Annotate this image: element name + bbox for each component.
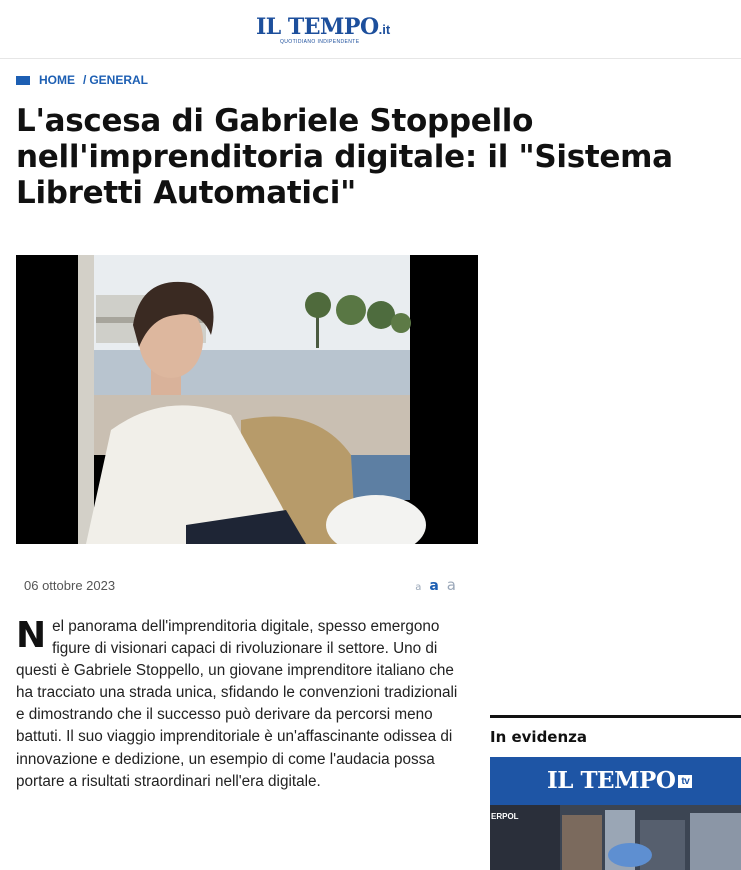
logo-suffix-text: .it — [378, 22, 391, 37]
site-logo[interactable] — [256, 14, 390, 46]
play-icon — [608, 843, 652, 867]
article-photo — [16, 255, 478, 544]
dropcap: N — [16, 615, 47, 656]
article-photo-image — [16, 255, 478, 544]
site-header — [0, 0, 741, 59]
logo-tagline: QUOTIDIANO INDIPENDENTE — [280, 39, 360, 45]
logo-main-text: IL TEMPO — [256, 14, 379, 40]
breadcrumb-separator: / — [83, 73, 87, 87]
sidebar-title: In evidenza — [490, 728, 588, 746]
breadcrumb-section-link[interactable]: GENERAL — [89, 73, 149, 87]
article-date: 06 ottobre 2023 — [24, 578, 116, 593]
font-size-large-button[interactable]: a — [446, 576, 456, 594]
article-body — [16, 616, 464, 793]
font-size-controls — [415, 576, 456, 594]
video-thumbnail — [490, 805, 741, 870]
video-card[interactable] — [490, 757, 741, 870]
article-headline: L'ascesa di Gabriele Stoppello nell'imprenditoria digitale: il "Sistema Libretti Automatici" — [16, 103, 673, 211]
sidebar-divider — [490, 715, 741, 718]
font-size-medium-button[interactable]: a — [429, 578, 439, 594]
breadcrumb — [16, 73, 148, 87]
tv-badge: tv — [678, 775, 692, 788]
article-meta — [24, 578, 456, 598]
video-overlay-text: ERPOL — [491, 812, 519, 821]
video-logo-text: IL TEMPO — [547, 767, 676, 794]
font-size-small-button[interactable]: a — [415, 582, 422, 593]
breadcrumb-square-icon — [16, 76, 30, 85]
article-paragraph: el panorama dell'imprenditoria digitale, spesso emergono figure di visionari capaci di rivoluzionare il settore. Uno di questi è Gabriele Stoppello, un giovane imprenditore italiano che ha tracciato una strada unica, sfidando le convenzioni tradizionali e dimostrando che il successo può derivare da percorsi meno battuti. Il suo viaggio imprenditoriale è un'affascinante odissea di innovazione e dedizione, un esempio di come l'audacia possa portare a risultati straordinari nell'era digitale. — [16, 618, 458, 790]
breadcrumb-home-link[interactable]: HOME — [39, 73, 75, 87]
sidebar-in-evidenza — [490, 715, 741, 821]
video-logo — [547, 767, 692, 794]
